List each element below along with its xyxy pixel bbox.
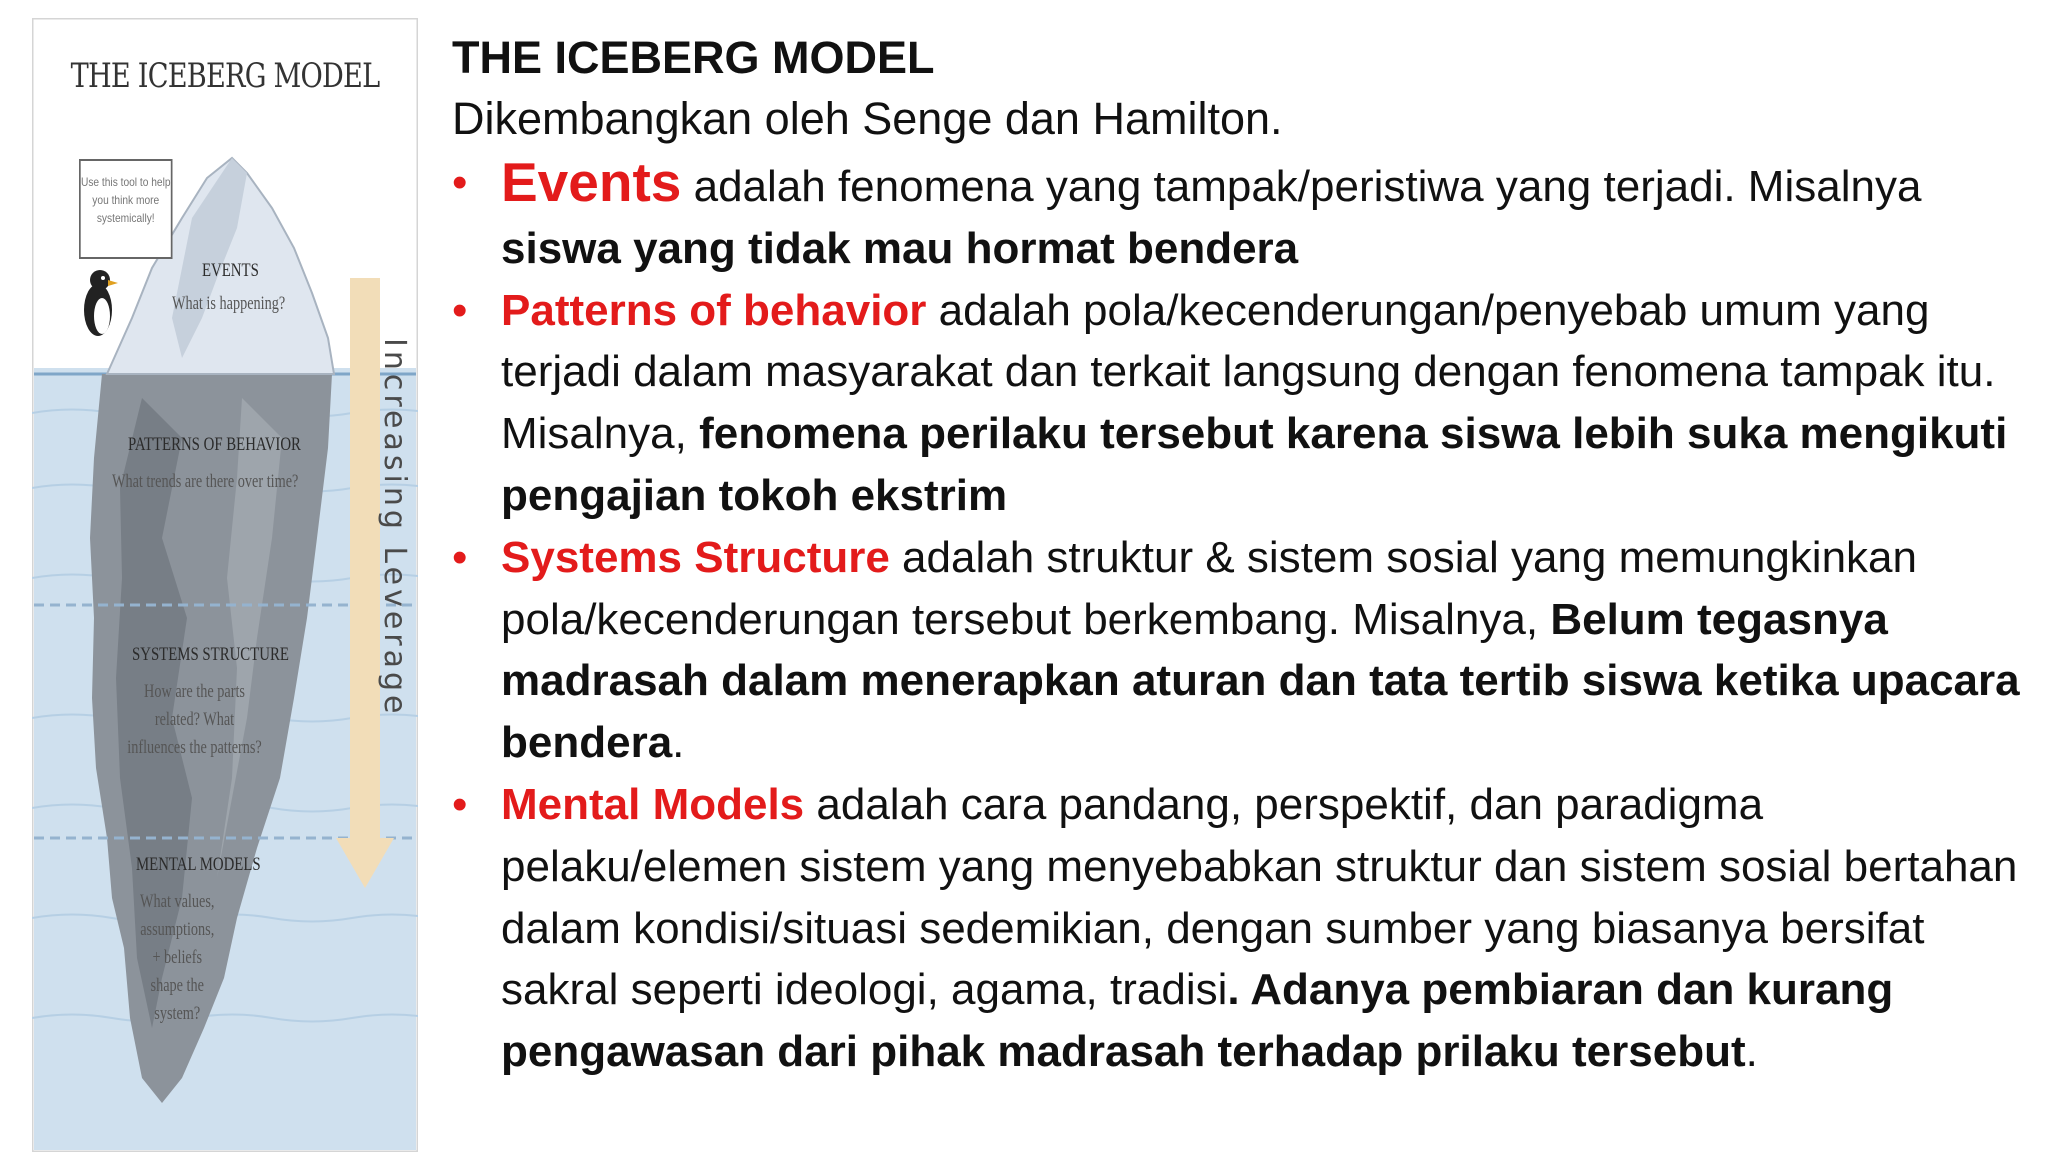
text-events: adalah fenomena yang tampak/peristiwa yang terjadi. Misalnya [681, 162, 1922, 211]
bullet-mental [452, 774, 2032, 1083]
bullet-structure [452, 527, 2032, 774]
level-mental-question: What values, assumptions, + beliefs shape the system? [140, 891, 215, 1024]
example-events: siswa yang tidak mau hormat bendera [501, 223, 1299, 273]
level-mental-heading: MENTAL MODELS [136, 854, 261, 875]
bullet-icon: • [452, 285, 468, 335]
level-events-question: What is happening? [172, 293, 286, 314]
level-structure-heading: SYSTEMS STRUCTURE [132, 644, 289, 665]
page-title: THE ICEBERG MODEL [452, 32, 935, 83]
term-events: Events [501, 151, 682, 213]
bullet-icon: • [452, 532, 468, 582]
bullet-patterns [452, 280, 2032, 527]
increasing-leverage-label: Increasing Leverage [377, 338, 412, 718]
bullet-icon: • [452, 779, 468, 829]
bullet-list [452, 152, 2032, 1083]
level-patterns-heading: PATTERNS OF BEHAVIOR [128, 434, 301, 455]
slide-text [452, 28, 2032, 1083]
level-events-heading: EVENTS [202, 260, 259, 281]
bullet-icon: • [452, 158, 468, 207]
page-subtitle: Dikembangkan oleh Senge dan Hamilton. [452, 93, 1283, 144]
trail-mental: . [1745, 1027, 1758, 1077]
speech-bubble: Use this tool to help you think more systemically! [79, 159, 173, 259]
iceberg-infographic [32, 18, 418, 1152]
term-structure: Systems Structure [501, 532, 890, 582]
iceberg-title: THE ICEBERG MODEL [70, 56, 380, 96]
text-patterns: adalah pola/kecenderungan/penyebab umum yang terjadi dalam masyarakat dan terkait langsung dengan fenomena tampak itu. Misalnya, [501, 285, 1996, 459]
term-patterns: Patterns of behavior [501, 285, 927, 335]
level-structure-question: How are the parts related? What influences the patterns? [127, 681, 262, 758]
text-structure: adalah struktur & sistem sosial yang memungkinkan pola/kecenderungan tersebut berkembang. Misalnya, [501, 532, 1917, 644]
trail-structure: . [672, 718, 685, 768]
bullet-events [452, 152, 2032, 280]
level-patterns-question: What trends are there over time? [112, 471, 299, 492]
text-mental: adalah cara pandang, perspektif, dan paradigma pelaku/elemen sistem yang menyebabkan struktur dan sistem sosial bertahan dalam kondisi/situasi sedemikian, dengan sumber yang biasanya bersifat sakral seperti ideologi, agama, tradisi [501, 779, 2018, 1015]
term-mental: Mental Models [501, 779, 805, 829]
example-mental: . Adanya pembiaran dan kurang pengawasan dari pihak madrasah terhadap prilaku tersebut [501, 965, 1894, 1077]
example-structure: Belum tegasnya madrasah dalam menerapkan aturan dan tata tertib siswa ketika upacara bendera [501, 594, 2020, 768]
example-patterns: fenomena perilaku tersebut karena siswa lebih suka mengikuti pengajian tokoh ekstrim [501, 409, 2008, 520]
